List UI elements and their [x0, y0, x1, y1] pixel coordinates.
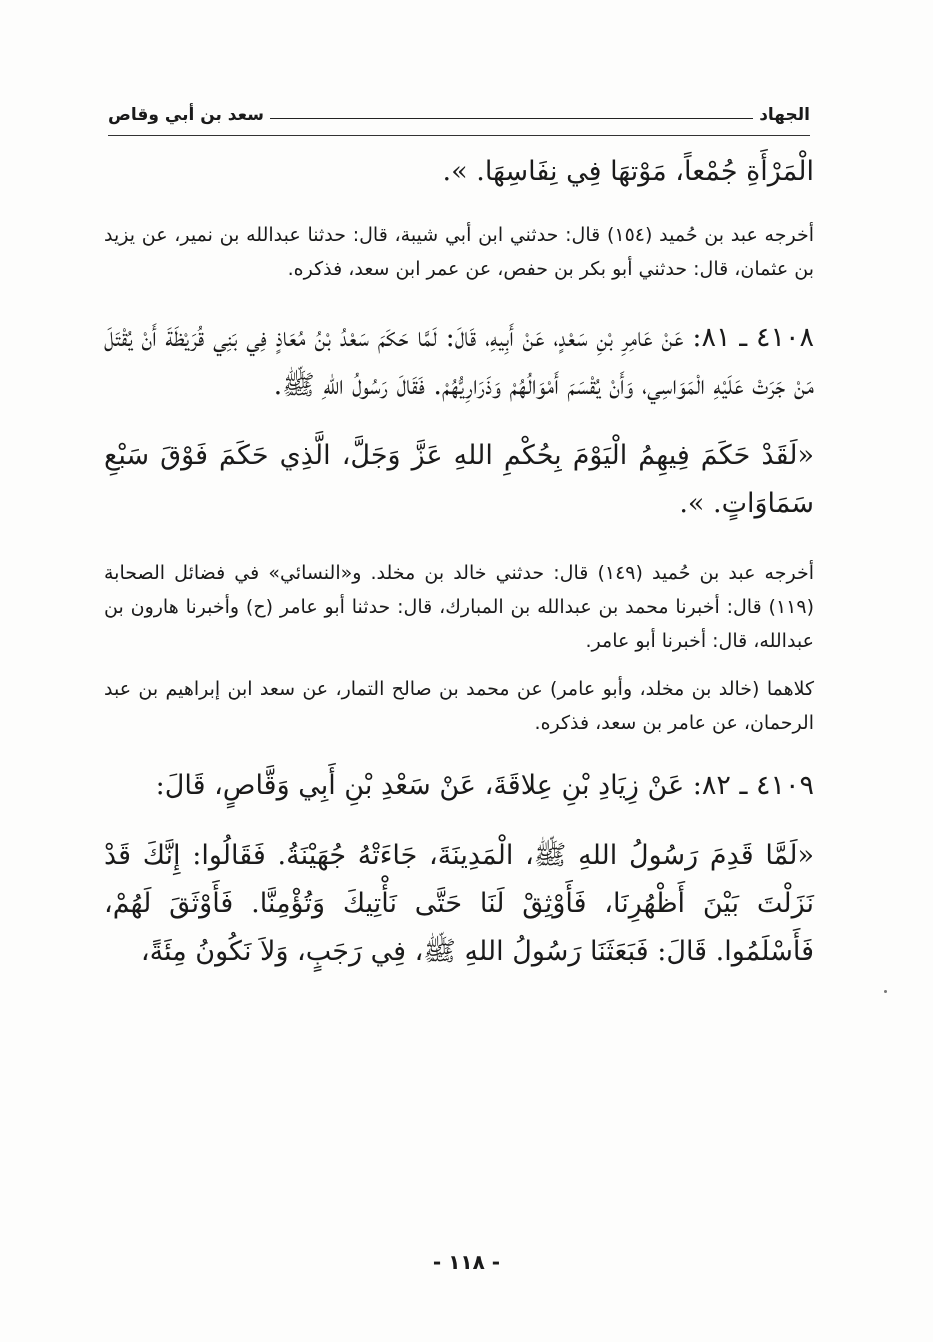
takhrij-note: أخرجه عبد بن حُميد (١٤٩) قال: حدثني خالد بن مخلد. و«النسائي» في فضائل الصحابة (١١٩) قال: أخبرنا محمد بن عبدالله بن المبارك، قال: حدثنا أبو عامر (ح) وأخبرنا هارون بن عبدالله، قال: أخبرنا أبو عامر.	[104, 562, 814, 652]
hadith-text: «لَمَّا قَدِمَ رَسُولُ اللهِ ﷺ، الْمَدِينَةَ، جَاءَتْهُ جُهَيْنَةُ. فَقَالُوا: إِنَّكَ قَدْ نَزَلْتَ بَيْنَ أَظْهُرِنَا، فَأَوْثِقْ لَنَا حَتَّى نَأْتِيكَ وَتُؤْمِنَّا. فَأَوْثَقَ لَهُمْ، فَأَسْلَمُوا. قَالَ: فَبَعَثَنَا رَسُولُ اللهِ ﷺ، فِي رَجَبٍ، وَلاَ نَكُونُ مِئَةً،	[104, 840, 814, 967]
takhrij-note: كلاهما (خالد بن مخلد، وأبو عامر) عن محمد بن صالح التمار، عن سعد ابن إبراهيم بن عبد الرحمان، عن عامر بن سعد، فذكره.	[104, 678, 814, 734]
running-header	[108, 98, 810, 132]
hadith-text: «لَقَدْ حَكَمَ فِيهِمُ الْيَوْمَ بِحُكْمِ اللهِ عَزَّ وَجَلَّ، الَّذِي حَكَمَ فَوْقَ سَبْعِ سَمَاوَاتٍ. ».	[104, 440, 814, 519]
scan-speck	[884, 990, 887, 993]
page-number: - ١١٨ -	[432, 1250, 501, 1274]
header-underline	[108, 135, 810, 136]
takhrij-note: أخرجه عبد بن حُميد (١٥٤) قال: حدثني ابن أبي شيبة، قال: حدثنا عبدالله بن نمير، عن يزيد بن عثمان، قال: حدثني أبو بكر بن حفص، عن عمر ابن سعد، فذكره.	[104, 224, 814, 280]
page-body	[104, 148, 814, 976]
header-chapter-title: الجهاد	[759, 105, 810, 125]
hadith-text: ٤١٠٩ ـ ٨٢: عَنْ زِيَادِ بْنِ عِلاقَةَ، عَنْ سَعْدِ بْنِ أَبِي وَقَّاصٍ، قَالَ:	[155, 770, 814, 801]
hadith-text: ٤١٠٨ ـ ٨١: عَنْ عَامِرِ بْنِ سَعْدٍ، عَنْ أَبِيهِ، قَالَ: لَمَّا حَكَمَ سَعْدُ بْنُ مُعَاذٍ فِي بَنِي قُرَيْظَةَ أَنْ يُقْتَلَ مَنْ جَرَتْ عَلَيْهِ الْمَوَاسِي، وَأَنْ يُقْسَمَ أَمْوَالُهُمْ وَذَرَارِيُّهُمْ. فَقَالَ رَسُولُ اللهِ ﷺ.	[104, 322, 814, 401]
hadith-text: الْمَرْأَةِ جُمْعاً، مَوْتهَا فِي نِفَاسِهَا. ».	[442, 156, 814, 187]
header-rule	[270, 118, 753, 119]
header-section-title: سعد بن أبي وقاص	[108, 105, 264, 125]
